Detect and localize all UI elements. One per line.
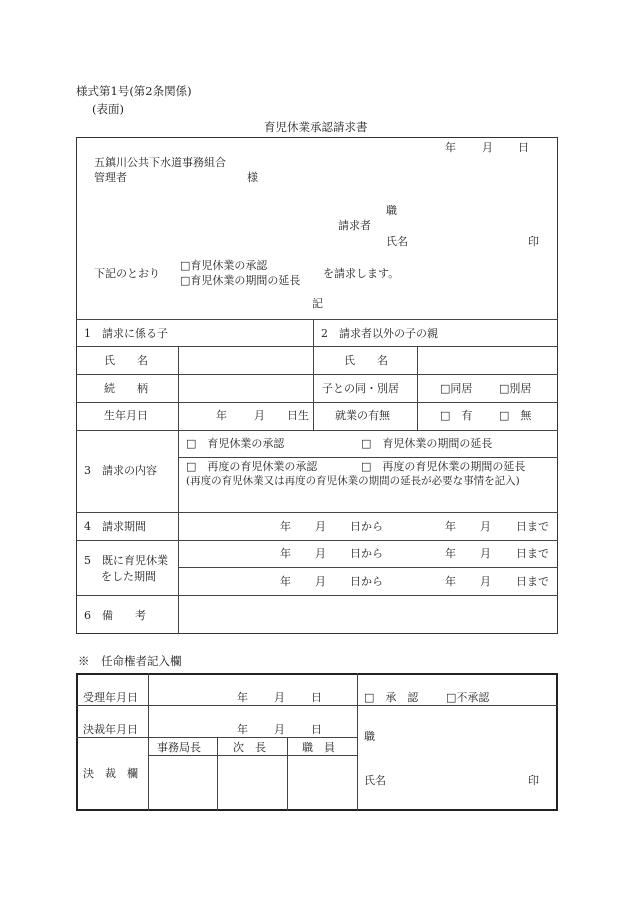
s3-reapproval-checkbox[interactable]: □ 再度の育児休業の承認 — [186, 460, 318, 473]
page-title: 育児休業承認請求書 — [264, 120, 368, 134]
requester-name: 氏名 — [386, 235, 408, 248]
s5b-to-month: 月 — [480, 575, 491, 588]
approve-checkbox[interactable]: □ 承 認 — [364, 691, 419, 704]
s3-approval-checkbox[interactable]: □ 育児休業の承認 — [186, 437, 285, 450]
child-relation-label: 続 柄 — [104, 382, 148, 395]
s5a-to-day: 日まで — [516, 547, 549, 560]
decision-day: 日 — [311, 723, 322, 736]
appointer-seal: 印 — [528, 774, 539, 787]
addressee-org: 五鎮川公共下水道事務組合 — [94, 156, 226, 169]
section-4-label: 4 請求期間 — [84, 520, 146, 533]
receipt-day: 日 — [311, 691, 322, 704]
s4-from-year: 年 — [280, 520, 291, 533]
s4-from-day: 日から — [350, 520, 383, 533]
receipt-month: 月 — [274, 691, 285, 704]
section-5-label-line2: をした期間 — [101, 570, 156, 583]
requester-job: 職 — [386, 204, 397, 217]
section-2-header: 2 請求者以外の子の親 — [321, 327, 438, 340]
receipt-date-label: 受理年月日 — [83, 691, 138, 704]
decision-date-label: 決裁年月日 — [83, 723, 138, 736]
birth-year: 年 — [216, 409, 227, 422]
s4-from-month: 月 — [315, 520, 326, 533]
receipt-year: 年 — [237, 691, 248, 704]
s3-note: (再度の育児休業又は再度の育児休業の期間の延長が必要な事情を記入) — [186, 475, 520, 487]
cohabit-same-checkbox[interactable]: □同居 — [440, 382, 473, 395]
section-5-label-line1: 5 既に育児休業 — [84, 554, 168, 567]
birth-day: 日生 — [287, 409, 309, 422]
form-side: (表面) — [92, 102, 124, 116]
parent-name-label: 氏 名 — [344, 354, 388, 367]
s5a-from-day: 日から — [350, 547, 383, 560]
request-option-approval[interactable]: □育児休業の承認 — [180, 259, 268, 272]
s5b-from-year: 年 — [280, 575, 291, 588]
addressee-honorific: 様 — [247, 171, 258, 184]
request-prefix: 下記のとおり — [94, 267, 160, 280]
section-1-header: 1 請求に係る子 — [84, 327, 168, 340]
s5a-to-year: 年 — [445, 547, 456, 560]
employment-no-checkbox[interactable]: □ 無 — [499, 409, 532, 422]
s5b-to-day: 日まで — [516, 575, 549, 588]
s4-to-year: 年 — [445, 520, 456, 533]
cohabit-separate-checkbox[interactable]: □別居 — [499, 382, 532, 395]
section-3-label: 3 請求の内容 — [84, 464, 157, 477]
appointer-job: 職 — [364, 730, 375, 743]
date-day: 日 — [518, 141, 529, 154]
s5b-to-year: 年 — [445, 575, 456, 588]
decision-month: 月 — [274, 723, 285, 736]
section-6-label: 6 備 考 — [84, 609, 146, 622]
col-staff: 職 員 — [302, 741, 335, 754]
child-name-label: 氏 名 — [104, 354, 148, 367]
col-deputy: 次 長 — [233, 741, 266, 754]
child-birth-label: 生年月日 — [104, 409, 148, 422]
decision-year: 年 — [237, 723, 248, 736]
s5a-to-month: 月 — [480, 547, 491, 560]
s4-to-month: 月 — [480, 520, 491, 533]
birth-month: 月 — [254, 409, 265, 422]
appointer-name: 氏名 — [364, 774, 386, 787]
s3-extension-checkbox[interactable]: □ 育児休業の期間の延長 — [361, 437, 493, 450]
s4-to-day: 日まで — [516, 520, 549, 533]
cohabit-label: 子との同・別居 — [322, 382, 399, 395]
approval-column-label: 決 裁 欄 — [83, 767, 138, 780]
s5a-from-year: 年 — [280, 547, 291, 560]
reject-checkbox[interactable]: □不承認 — [446, 691, 490, 704]
s3-reextension-checkbox[interactable]: □ 再度の育児休業の期間の延長 — [361, 460, 526, 473]
s5a-from-month: 月 — [315, 547, 326, 560]
s5b-from-month: 月 — [315, 575, 326, 588]
appointer-heading: ※ 任命権者記入欄 — [78, 654, 182, 668]
employment-yes-checkbox[interactable]: □ 有 — [440, 409, 473, 422]
date-month: 月 — [482, 141, 493, 154]
s5b-from-day: 日から — [350, 575, 383, 588]
request-option-extension[interactable]: □育児休業の期間の延長 — [180, 274, 301, 287]
addressee-role: 管理者 — [94, 171, 127, 184]
requester-seal: 印 — [528, 235, 539, 248]
date-year: 年 — [445, 141, 456, 154]
request-suffix: を請求します。 — [323, 267, 400, 280]
form-number: 様式第1号(第2条関係) — [76, 84, 192, 98]
col-director: 事務局長 — [157, 741, 201, 754]
employment-label: 就業の有無 — [335, 409, 390, 422]
ki-label: 記 — [312, 297, 323, 310]
requester-label: 請求者 — [338, 219, 371, 232]
